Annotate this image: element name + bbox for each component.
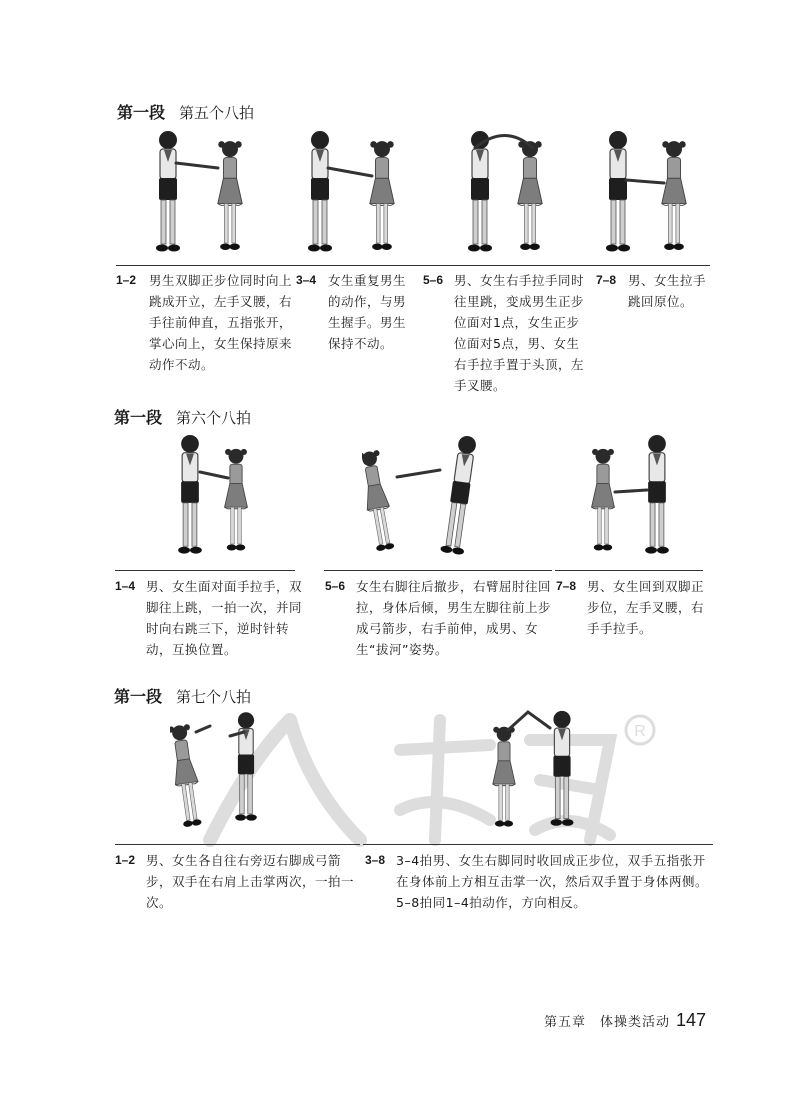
figure-5-5-6 [455, 128, 565, 260]
figure-6-1-4 [170, 432, 260, 562]
section-divider [555, 570, 703, 571]
section-title: 第一段 [114, 408, 163, 427]
step-description: 男生双脚正步位同时向上跳成开立，左手叉腰，右手往前伸直，五指张开，掌心向上，女生保持原来动作不动。 [149, 273, 293, 372]
chapter-label: 第五章 体操类活动 [543, 1015, 670, 1030]
step-count: 5–6 [423, 273, 444, 287]
section-6-heading [114, 405, 251, 428]
section-subtitle: 第七个八拍 [176, 688, 252, 706]
step-item [365, 850, 715, 913]
figure-6-7-8 [585, 432, 680, 562]
svg-text:R: R [634, 723, 646, 740]
section-7-heading [114, 684, 251, 707]
step-description: 男、女生右手拉手同时往里跳，变成男生正步位面对1点，女生正步位面对5点，男、女生右手拉手置于头顶，左手叉腰。 [454, 273, 585, 393]
section-title: 第一段 [117, 103, 166, 122]
figure-6-5-6 [362, 432, 492, 562]
step-count: 1–2 [115, 853, 136, 867]
page-number: 147 [675, 1010, 706, 1030]
section-divider [116, 265, 710, 266]
figure-5-3-4 [300, 128, 410, 260]
step-item [115, 576, 313, 660]
section-5-heading [117, 100, 254, 123]
step-description: 男、女生各自往右旁迈右脚成弓箭步，双手在右肩上击掌两次，一拍一次。 [146, 853, 355, 910]
step-description: 女生右脚往后撤步，右臂屈肘往回拉，身体后倾，男生左脚往前上步成弓箭步，右手前伸，成男、女生“拔河”姿势。 [356, 579, 552, 657]
section-divider [324, 570, 552, 571]
step-item [296, 270, 418, 354]
section-title: 第一段 [114, 687, 163, 706]
step-item [556, 576, 714, 639]
step-description: 男、女生回到双脚正步位，左手叉腰，右手手拉手。 [587, 579, 705, 636]
step-description: 女生重复男生的动作，与男生握手。男生保持不动。 [328, 273, 407, 351]
step-count: 7–8 [556, 579, 577, 593]
section-divider [115, 570, 295, 571]
section-subtitle: 第六个八拍 [176, 409, 252, 427]
step-description: 男、女生面对面手拉手，双脚往上跳，一拍一次，并同时向右跳三下，逆时针转动，互换位置。 [146, 579, 303, 657]
figure-7-3-8 [480, 708, 590, 836]
page-footer [544, 1010, 706, 1031]
figure-5-1-2 [148, 128, 258, 260]
step-item [423, 270, 591, 396]
step-item [116, 270, 294, 375]
step-item [115, 850, 360, 913]
step-item [325, 576, 553, 660]
step-description: 3–4拍男、女生右脚同时收回成正步位，双手五指张开在身体前上方相互击掌一次，然后双手置于身体两侧。5–8拍同1–4拍动作，方向相反。 [396, 853, 709, 910]
section-divider [115, 844, 360, 845]
step-count: 3–8 [365, 853, 386, 867]
step-count: 1–2 [116, 273, 137, 287]
step-count: 3–4 [296, 273, 317, 287]
step-count: 1–4 [115, 579, 136, 593]
step-description: 男、女生拉手跳回原位。 [628, 273, 707, 309]
step-count: 5–6 [325, 579, 346, 593]
figure-7-1-2 [170, 708, 270, 836]
step-count: 7–8 [596, 273, 617, 287]
section-subtitle: 第五个八拍 [179, 104, 255, 122]
section-divider [363, 844, 713, 845]
figure-5-7-8 [598, 128, 698, 260]
step-item [596, 270, 710, 312]
